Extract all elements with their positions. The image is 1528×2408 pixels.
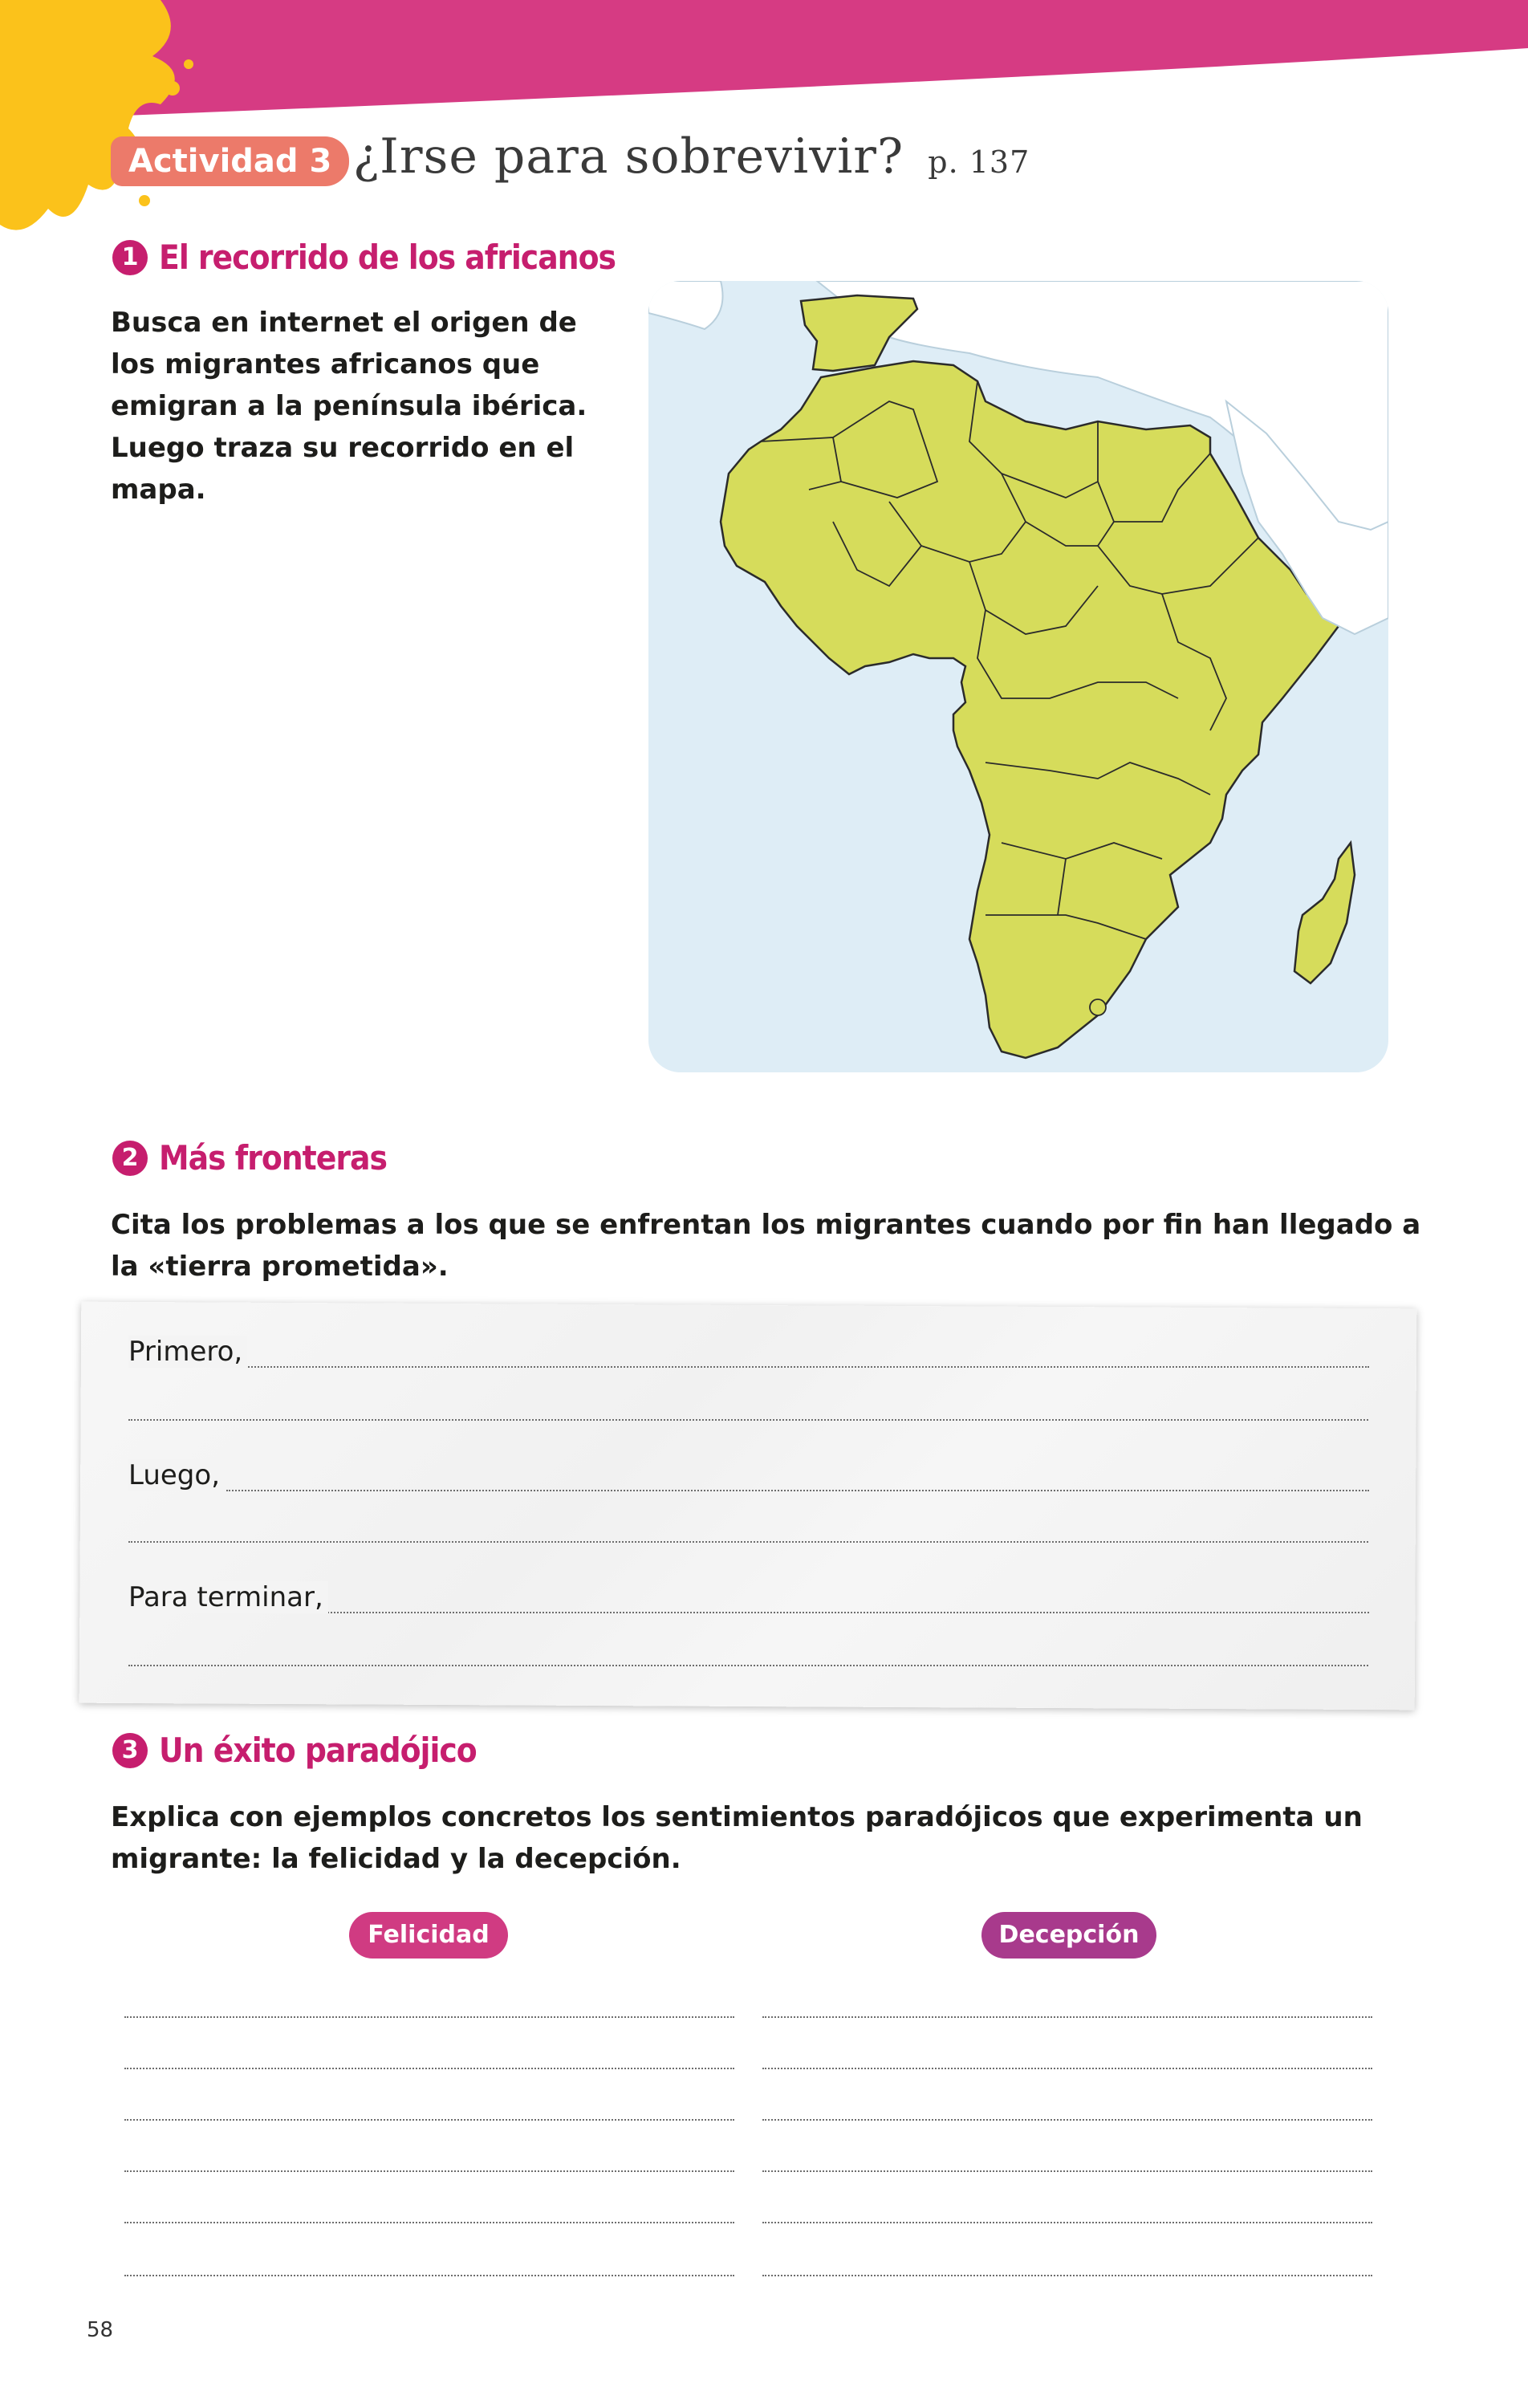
answer-line[interactable] <box>246 1366 1369 1368</box>
felicidad-label: Felicidad <box>349 1912 508 1959</box>
africa-map[interactable] <box>648 281 1388 1072</box>
answer-line[interactable] <box>128 1419 1368 1421</box>
header-band <box>0 0 1528 128</box>
section-1-number: 1 <box>112 240 148 275</box>
section-2-title: Más fronteras <box>159 1138 388 1178</box>
section-1-instruction: Busca en internet el origen de los migrantes africanos que emigran a la península ibérica. Luego traza su recorrido en el mapa. <box>111 307 587 506</box>
paint-splash-decoration <box>0 0 209 241</box>
activity-title-text: ¿Irse para sobrevivir? <box>353 128 904 185</box>
answer-line[interactable] <box>128 1541 1368 1543</box>
section-1-heading <box>112 238 616 277</box>
felicidad-line[interactable] <box>124 2170 734 2172</box>
felicidad-line[interactable] <box>124 2119 734 2121</box>
page-number: 58 <box>87 2318 114 2342</box>
decepcion-line[interactable] <box>762 2016 1372 2018</box>
section-3-title: Un éxito paradójico <box>159 1731 477 1770</box>
prompt-luego: Luego, <box>128 1459 225 1491</box>
decepcion-line[interactable] <box>762 2068 1372 2069</box>
section-3-number: 3 <box>112 1733 148 1768</box>
decepcion-line[interactable] <box>762 2275 1372 2276</box>
section-2-heading <box>112 1138 387 1178</box>
section-3-instruction: Explica con ejemplos concretos los sentimientos paradójicos que experimenta un migrante: la felicidad y la decepción. <box>111 1801 1363 1875</box>
answer-paper <box>79 1302 1417 1710</box>
section-1-title: El recorrido de los africanos <box>159 238 616 277</box>
prompt-para-terminar: Para terminar, <box>128 1581 328 1613</box>
page-reference: p. 137 <box>928 144 1030 180</box>
section-2-instruction: Cita los problemas a los que se enfrentan los migrantes cuando por fin han llegado a la «tierra prometida». <box>111 1209 1421 1283</box>
answer-line[interactable] <box>128 1665 1368 1666</box>
section-2-number: 2 <box>112 1141 148 1176</box>
prompt-primero: Primero, <box>128 1336 247 1368</box>
decepcion-line[interactable] <box>762 2222 1372 2223</box>
answer-line[interactable] <box>226 1490 1369 1491</box>
madagascar <box>1294 843 1355 983</box>
answer-line[interactable] <box>315 1612 1369 1613</box>
felicidad-line[interactable] <box>124 2222 734 2223</box>
felicidad-line[interactable] <box>124 2016 734 2018</box>
activity-title <box>353 128 1030 185</box>
decepcion-line[interactable] <box>762 2170 1372 2172</box>
activity-badge: Actividad 3 <box>111 136 349 186</box>
felicidad-line[interactable] <box>124 2068 734 2069</box>
section-3-heading <box>112 1731 477 1770</box>
africa-map-svg <box>648 281 1388 1072</box>
decepcion-line[interactable] <box>762 2119 1372 2121</box>
felicidad-line[interactable] <box>124 2275 734 2276</box>
decepcion-label: Decepción <box>981 1912 1156 1959</box>
